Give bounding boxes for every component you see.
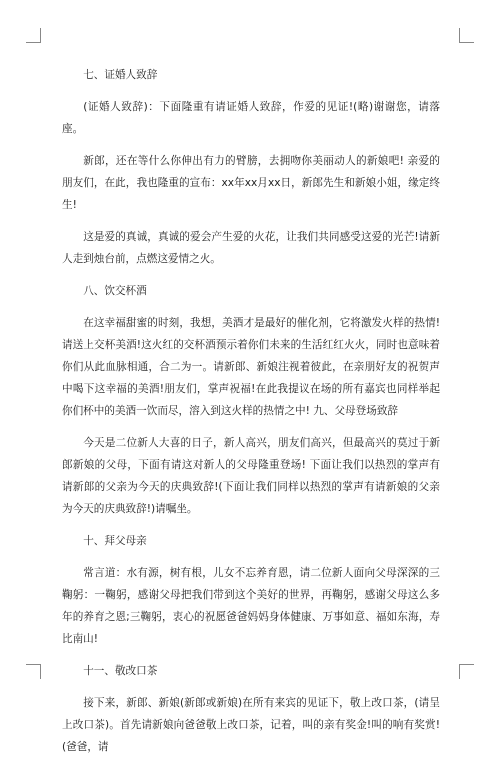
crop-mark-bottom-left xyxy=(26,664,41,679)
paragraph: 常言道：水有源，树有根，儿女不忘养育恩，请二位新人面向父母深深的三鞠躬：一鞠躬，感谢父母把我们带到这个美好的世界，再鞠躬，感谢父母这么多年的养育之恩;三鞠躬，衷心的祝愿爸爸妈妈身体健康、万事如意、福如东海，寿比南山! xyxy=(62,567,440,645)
paragraph: 这是爱的真诚，真诚的爱会产生爱的火花，让我们共同感受这爱的光芒!请新人走到烛台前，点燃这爱情之火。 xyxy=(62,231,440,265)
section-heading-7: 七、证婚人致辞 xyxy=(83,69,158,81)
crop-mark-top-left xyxy=(26,28,41,43)
crop-mark-top-right xyxy=(459,28,474,43)
section-heading-8: 八、饮交杯酒 xyxy=(83,285,147,297)
paragraph: 今天是二位新人大喜的日子，新人高兴，朋友们高兴，但最高兴的莫过于新郎新娘的父母，下面有请这对新人的父母隆重登场! 下面让我们以热烈的掌声有请新郎的父亲为今天的庆典致辞!(下面让我们同样以热烈的掌声有请新娘的父亲为今天的庆典致辞!)请嘱坐。 xyxy=(62,437,440,515)
document-body xyxy=(62,64,440,768)
crop-mark-bottom-right xyxy=(459,664,474,679)
paragraph: 在这幸福甜蜜的时刻，我想，美酒才是最好的催化剂，它将激发火样的热情!请送上交杯美酒!这火红的交杯酒预示着你们未来的生活红红火火，同时也意味着你们从此血脉相通，合二为一。请新郎、新娘注视着彼此，在亲朋好友的祝贺声中喝下这幸福的美酒!朋友们，掌声祝福!在此我提议在场的所有嘉宾也同样举起你们杯中的美酒一饮而尽，溶入到这火样的热情之中! 九、父母登场致辞 xyxy=(62,317,440,417)
section-heading-11: 十一、敬改口茶 xyxy=(83,665,158,677)
paragraph: 接下来，新郎、新娘(新郎或新娘)在所有来宾的见证下，敬上改口茶，(请呈上改口茶)。首先请新娘向爸爸敬上改口茶，记着，叫的亲有奖金!叫的响有奖赏!(爸爸，请 xyxy=(62,697,440,753)
section-heading-10: 十、拜父母亲 xyxy=(83,535,147,547)
paragraph: 新郎，还在等什么你伸出有力的臂膀，去拥吻你美丽动人的新娘吧! 亲爱的朋友们，在此，我也隆重的宣布：xx年xx月xx日，新郎先生和新娘小姐，缘定终生! xyxy=(62,155,440,211)
paragraph: (证婚人致辞)：下面隆重有请证婚人致辞，作爱的见证!(略)谢谢您，请落座。 xyxy=(62,101,440,135)
